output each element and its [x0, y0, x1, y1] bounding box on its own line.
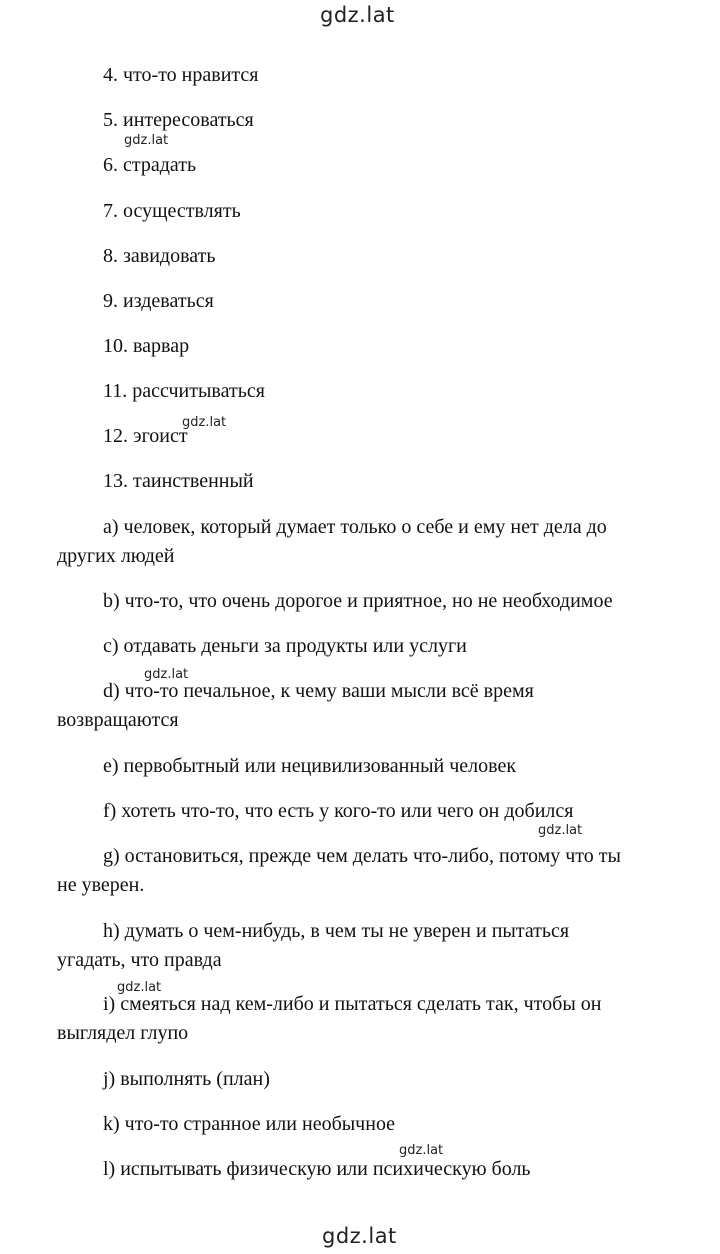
definition-line: l) испытывать физическую или психическую боль [103, 1158, 531, 1180]
definition-line: не уверен. [57, 874, 145, 896]
watermark: gdz.lat [117, 980, 162, 995]
definition-line: e) первобытный или нецивилизованный человек [103, 755, 517, 777]
definition-line: j) выполнять (план) [103, 1068, 270, 1090]
term-item: 10. варвар [103, 335, 190, 357]
definition-line: b) что-то, что очень дорогое и приятное, но не необходимое [103, 590, 613, 612]
term-item: 8. завидовать [103, 245, 216, 267]
term-item: 13. таинственный [103, 470, 254, 492]
term-item: 5. интересоваться [103, 109, 254, 131]
term-item: 7. осуществлять [103, 200, 241, 222]
watermark: gdz.lat [538, 823, 583, 838]
definition-line: других людей [57, 545, 175, 567]
definition-line: d) что-то печальное, к чему ваши мысли всё время [103, 680, 534, 702]
definition-line: f) хотеть что-то, что есть у кого-то или чего он добился [103, 800, 574, 822]
definition-line: c) отдавать деньги за продукты или услуги [103, 635, 467, 657]
term-item: 6. страдать [103, 154, 197, 176]
definition-line: k) что-то странное или необычное [103, 1113, 396, 1135]
term-item: 12. эгоист [103, 425, 188, 447]
definition-line: угадать, что правда [57, 949, 222, 971]
definition-line: h) думать о чем-нибудь, в чем ты не уверен и пытаться [103, 920, 570, 942]
watermark-footer: gdz.lat [322, 1224, 397, 1248]
watermark: gdz.lat [182, 415, 227, 430]
term-item: 9. издеваться [103, 290, 214, 312]
definition-line: g) остановиться, прежде чем делать что-либо, потому что ты [103, 845, 621, 867]
definition-line: возвращаются [57, 709, 179, 731]
watermark: gdz.lat [399, 1143, 444, 1158]
definition-line: выглядел глупо [57, 1022, 189, 1044]
watermark: gdz.lat [124, 133, 169, 148]
watermark-header: gdz.lat [320, 3, 395, 27]
definition-line: a) человек, который думает только о себе и ему нет дела до [103, 516, 607, 538]
watermark: gdz.lat [144, 667, 189, 682]
term-item: 4. что-то нравится [103, 64, 259, 86]
definition-line: i) смеяться над кем-либо и пытаться сделать так, чтобы он [103, 993, 602, 1015]
term-item: 11. рассчитываться [103, 380, 265, 402]
